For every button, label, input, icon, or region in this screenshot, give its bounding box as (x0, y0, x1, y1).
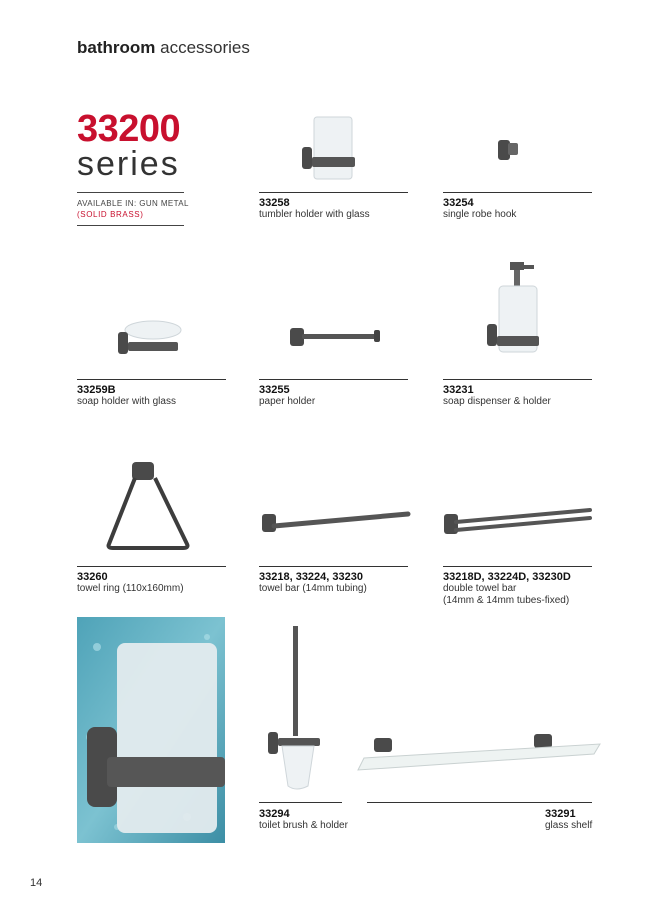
paper-holder-image (290, 326, 386, 350)
caption-33260 (77, 571, 184, 595)
product-code: 33231 (443, 384, 474, 396)
caption-33231 (443, 384, 551, 408)
tumbler-closeup-photo (77, 617, 225, 843)
caption-33291 (545, 808, 592, 832)
rule-33255 (259, 379, 408, 380)
product-code: 33218D, 33224D, 33230D (443, 571, 571, 583)
page-number: 14 (30, 877, 43, 889)
product-desc: tumbler holder with glass (259, 209, 370, 220)
soap-holder-image (115, 318, 185, 358)
caption-33258 (259, 197, 370, 221)
caption-33294 (259, 808, 348, 832)
rule-33231 (443, 379, 592, 380)
rule-33254 (443, 192, 592, 193)
product-code: 33291 (545, 808, 576, 820)
product-code: 33258 (259, 197, 290, 209)
product-desc: towel bar (14mm tubing) (259, 583, 367, 594)
toilet-brush-image (266, 626, 326, 792)
caption-33254 (443, 197, 516, 221)
product-code: 33260 (77, 571, 108, 583)
product-desc-line2: (14mm & 14mm tubes-fixed) (443, 595, 570, 606)
towel-bar-image (262, 508, 412, 538)
series-number: 33200 (77, 108, 181, 150)
header-light: accessories (160, 38, 250, 57)
product-desc: soap holder with glass (77, 396, 176, 407)
material-text: (SOLID BRASS) (77, 210, 144, 219)
tumbler-holder-image (300, 113, 360, 185)
product-code: 33259B (77, 384, 116, 396)
caption-33259b (77, 384, 176, 408)
rule-33291 (367, 802, 592, 803)
product-code: 33255 (259, 384, 290, 396)
rule-33294 (259, 802, 342, 803)
rule-33258 (259, 192, 408, 193)
double-towel-bar-image (444, 506, 594, 540)
product-desc: double towel bar (443, 583, 517, 594)
rule-33218d (443, 566, 592, 567)
glass-shelf-image (352, 732, 606, 782)
product-desc: soap dispenser & holder (443, 396, 551, 407)
series-word: series (77, 145, 180, 183)
product-code: 33218, 33224, 33230 (259, 571, 363, 583)
availability-box (77, 192, 184, 226)
robe-hook-image (498, 140, 522, 162)
rule-33259b (77, 379, 226, 380)
product-desc: single robe hook (443, 209, 517, 220)
header-bold: bathroom (77, 38, 156, 57)
product-desc: toilet brush & holder (259, 820, 348, 831)
caption-33255 (259, 384, 315, 408)
caption-33218d (443, 571, 571, 607)
towel-ring-image (105, 460, 195, 552)
product-code: 33294 (259, 808, 290, 820)
soap-dispenser-image (485, 262, 545, 357)
caption-33218 (259, 571, 367, 595)
page-header (77, 38, 250, 58)
availability-text: AVAILABLE IN: GUN METAL (77, 199, 189, 208)
rule-33218 (259, 566, 408, 567)
product-code: 33254 (443, 197, 474, 209)
rule-33260 (77, 566, 226, 567)
product-desc: towel ring (110x160mm) (77, 583, 184, 594)
product-desc: paper holder (259, 396, 316, 407)
product-desc: glass shelf (545, 820, 593, 831)
